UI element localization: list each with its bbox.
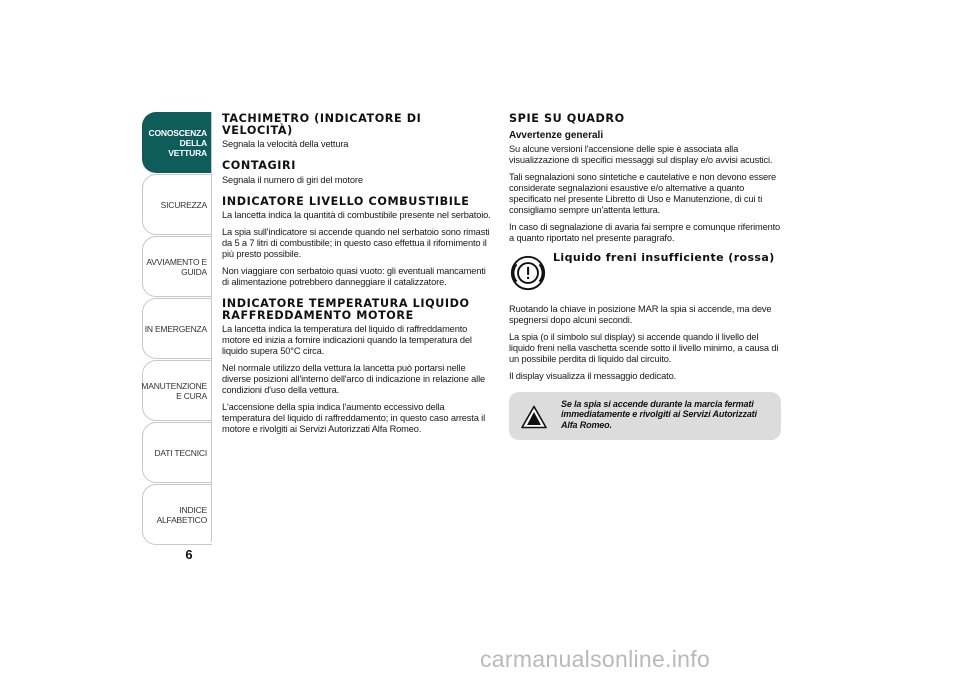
watermark: carmanualsonline.info xyxy=(480,646,711,672)
tab-in-emergenza[interactable] xyxy=(142,298,212,359)
page-number: 6 xyxy=(185,547,193,562)
tab-label: IN EMERGENZA xyxy=(144,323,207,334)
paragraph: Nel normale utilizzo della vettura la lancetta può portarsi nelle diverse posizioni all'interno dell'arco di indicazione in relazione alle condizioni d'uso della vettura. xyxy=(222,363,486,395)
warning-light-title: Liquido freni insufficiente (rossa) xyxy=(553,250,775,264)
tab-indice-alfabetico[interactable] xyxy=(142,484,212,545)
paragraph: Su alcune versioni l'accensione delle spie è associata alla visualizzazione di specifici messaggi sul display e/o avvisi acustici. xyxy=(509,143,773,165)
paragraph: L'accensione della spia indica l'aumento eccessivo della temperatura del liquido di raffreddamento; in questo caso arresta il motore e rivolgiti ai Servizi Autorizzati Alfa Romeo. xyxy=(222,402,486,434)
right-column xyxy=(509,113,781,440)
warning-note-box xyxy=(509,392,781,441)
tab-label: SICUREZZA xyxy=(160,199,207,210)
tab-label: CONOSCENZA DELLA VETTURA xyxy=(148,127,207,158)
paragraph: Ruotando la chiave in posizione MAR la spia si accende, ma deve spegnersi dopo alcuni secondi. xyxy=(509,303,772,325)
warning-note-text: Se la spia si accende durante la marcia fermati immediatamente e rivolgiti ai Servizi Autorizzati Alfa Romeo. xyxy=(561,398,757,430)
paragraph: Segnala la velocità della vettura xyxy=(222,139,349,149)
brake-warning-icon xyxy=(509,254,547,292)
sidebar-divider xyxy=(211,112,212,542)
subtitle-avvertenze-generali: Avvertenze generali xyxy=(509,129,604,141)
chapter-tabs xyxy=(142,112,212,546)
tab-label: AVVIAMENTO E GUIDA xyxy=(146,256,207,277)
paragraph: Segnala il numero di giri del motore xyxy=(222,174,363,185)
warning-triangle-icon xyxy=(521,405,547,429)
paragraph: Non viaggiare con serbatoio quasi vuoto: gli eventuali mancamenti di alimentazione potrebbero danneggiare il catalizzatore. xyxy=(222,266,486,287)
tab-dati-tecnici[interactable] xyxy=(142,422,212,483)
tab-manutenzione-e-cura[interactable] xyxy=(142,360,212,421)
left-column xyxy=(222,113,494,441)
paragraph: Tali segnalazioni sono sintetiche e cautelative e non devono essere considerate segnalazioni esaustive e/o alternative a quanto specificato nel presente Libretto di Uso e Manutenzione, di cui ti consigliamo sempre un'attenta lettura. xyxy=(509,171,776,215)
paragraph: La spia (o il simbolo sul display) si accende quando il livello del liquido freni nella vaschetta scende sotto il livello minimo, a causa di un possibile perdita di liquido dal circuito. xyxy=(509,331,779,364)
paragraph: In caso di segnalazione di avaria fai sempre e comunque riferimento a quanto riportato nel presente paragrafo. xyxy=(509,221,781,243)
warning-light-row xyxy=(509,252,781,292)
section-title-contagiri: CONTAGIRI xyxy=(222,159,297,172)
paragraph: La spia sull'indicatore si accende quando nel serbatoio sono rimasti da 5 a 7 litri di combustibile; in questo caso effettua il rifornimento il più presto possibile. xyxy=(222,227,490,259)
paragraph: Il display visualizza il messaggio dedicato. xyxy=(509,370,677,381)
section-title-spie-su-quadro: SPIE SU QUADRO xyxy=(509,112,625,125)
tab-sicurezza[interactable] xyxy=(142,174,212,235)
paragraph: La lancetta indica la quantità di combustibile presente nel serbatoio. xyxy=(222,210,491,220)
tab-label: INDICE ALFABETICO xyxy=(156,504,207,525)
tab-conoscenza-della-vettura[interactable] xyxy=(142,112,212,173)
section-title-tachimetro: TACHIMETRO (INDICATORE DI VELOCITÀ) xyxy=(222,112,422,137)
tab-label: DATI TECNICI xyxy=(154,447,207,458)
tab-label: MANUTENZIONE E CURA xyxy=(141,380,207,401)
paragraph: La lancetta indica la temperatura del liquido di raffreddamento motore ed inizia a fornire indicazioni quando la temperatura del liquido supera 50°C circa. xyxy=(222,324,472,356)
section-title-temperatura-liquido: INDICATORE TEMPERATURA LIQUIDO RAFFREDDAMENTO MOTORE xyxy=(222,297,470,322)
tab-avviamento-e-guida[interactable] xyxy=(142,236,212,297)
section-title-livello-combustibile: INDICATORE LIVELLO COMBUSTIBILE xyxy=(222,194,470,208)
